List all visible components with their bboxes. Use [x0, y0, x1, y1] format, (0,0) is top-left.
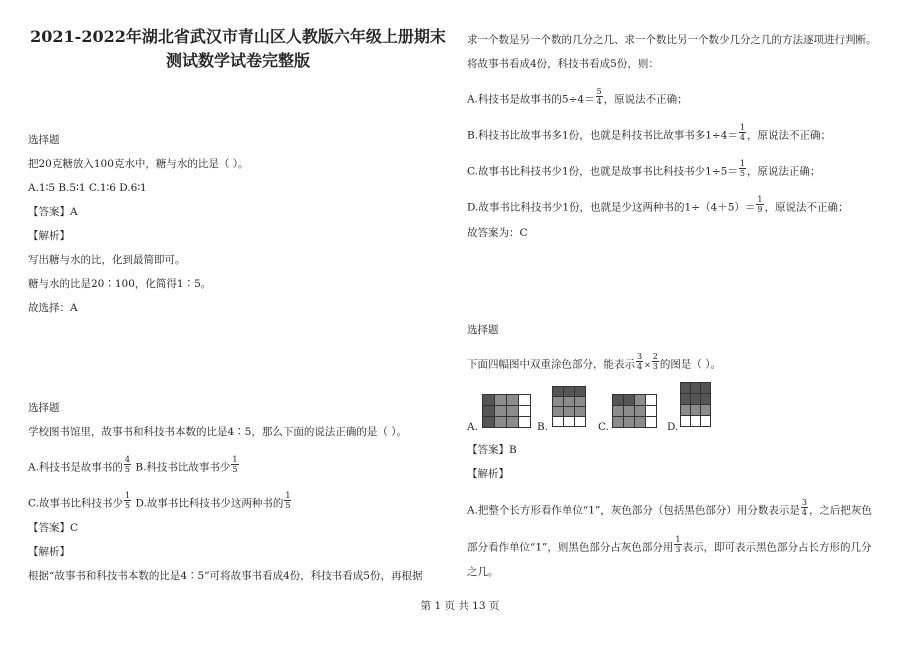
q2-conclusion: 故答案为：C — [467, 227, 528, 239]
q2-option-c: C.故事书比科技书少 — [28, 497, 123, 510]
grid-cell — [700, 415, 711, 427]
q2-analysis-2: 求一个数是另一个数的几分之几、求一个数比另一个数少几分之几的方法逐项进行判断。 — [467, 34, 877, 46]
fraction: $\frac{2}{3}$ — [652, 352, 658, 371]
q1-analysis-1: 写出糖与水的比，化到最简即可。 — [28, 254, 186, 266]
q1-analysis-label: 【解析】 — [28, 230, 70, 242]
figure-a-label: A. — [467, 421, 478, 433]
page-title-line2: 测试数学试卷完整版 — [165, 51, 310, 70]
fraction: $\frac{4}{5}$ — [124, 455, 131, 474]
figure-b-grid — [552, 386, 585, 426]
q1-type: 选择题 — [28, 134, 60, 146]
fraction: $\frac{1}{5}$ — [285, 491, 291, 510]
q2-option-d: D.故事书比科技书少这两种书的 — [135, 497, 284, 510]
grid-cell — [518, 416, 531, 428]
q3-answer: 【答案】B — [467, 444, 517, 456]
fraction: $\frac{3}{4}$ — [637, 352, 643, 371]
fraction: $\frac{5}{4}$ — [596, 87, 602, 106]
q1-answer: 【答案】A — [28, 206, 78, 218]
fraction: $\frac{1}{3}$ — [675, 535, 681, 554]
fraction: $\frac{1}{5}$ — [125, 491, 131, 510]
q1-stem: 把20克糖放入100克水中，糖与水的比是（ ）。 — [28, 158, 249, 170]
fraction: $\frac{1}{5}$ — [739, 159, 745, 178]
q2-option-a-b — [28, 455, 240, 477]
q3-type: 选择题 — [467, 324, 499, 336]
q3-analysis-label: 【解析】 — [467, 468, 509, 480]
q2-item-a: A.科技书是故事书的5÷4＝ $\frac{5}{4}$ ，原说法不正确； — [467, 87, 688, 106]
q2-option-b: B.科技书比故事书少 — [135, 461, 231, 474]
q2-item-d: D.故事书比科技书少1份，也就是少这两种书的1÷（4＋5）＝ $\frac{1}{9}$ ，原说法不正确； — [467, 195, 849, 214]
q2-analysis-3: 将故事书看成4份，科技书看成5份，则： — [467, 58, 659, 70]
q2-option-a: A.科技书是故事书的 — [28, 461, 123, 474]
fraction: $\frac{1}{4}$ — [739, 123, 745, 142]
figure-d-grid — [680, 382, 710, 426]
fraction: $\frac{1}{5}$ — [232, 455, 238, 474]
q2-analysis-label: 【解析】 — [28, 546, 70, 558]
q1-conclusion: 故选择：A — [28, 302, 78, 314]
q1-analysis-2: 糖与水的比是20∶100，化简得1∶5。 — [28, 278, 212, 290]
q2-item-b: B.科技书比故事书多1份，也就是科技书比故事书多1÷4＝ $\frac{1}{4}$ ，原说法不正确； — [467, 123, 831, 142]
q2-item-c: C.故事书比科技书少1份，也就是故事书比科技书少1÷5＝ $\frac{1}{5}$ ，原说法正确； — [467, 159, 821, 178]
figure-b-label: B. — [537, 421, 549, 433]
grid-cell — [645, 416, 657, 428]
fraction: $\frac{1}{9}$ — [757, 195, 763, 214]
q3-analysis-3: 之几。 — [467, 566, 499, 578]
page-footer: 第 1 页 共 13 页 — [420, 600, 500, 612]
page-title-line1: 2021-2022年湖北省武汉市青山区人教版六年级上册期末 — [30, 27, 446, 46]
q1-options: A.1∶5 B.5∶1 C.1∶6 D.6∶1 — [28, 182, 147, 194]
figure-c-label: C. — [598, 421, 609, 433]
grid-cell — [574, 416, 586, 427]
q3-stem: 下面四幅图中双重涂色部分，能表示 $\frac{3}{4}$ × $\frac{2}{3}$ 的图是（ ）。 — [467, 352, 721, 371]
q2-option-c-d — [28, 491, 292, 513]
figure-d-label: D. — [667, 421, 679, 433]
figure-a-grid — [482, 394, 530, 427]
q3-analysis-1: A.把整个长方形看作单位“1”，灰色部分（包括黑色部分）用分数表示是 $\frac{3}{4}$ ，之后把灰色 — [467, 498, 872, 517]
figure-c-grid — [612, 394, 656, 427]
q3-analysis-2: 部分看作单位“1”，则黑色部分占灰色部分用 $\frac{1}{3}$ 表示，即可表示黑色部分占长方形的几分 — [467, 535, 872, 554]
q2-answer: 【答案】C — [28, 522, 79, 534]
q2-type: 选择题 — [28, 402, 60, 414]
fraction: $\frac{3}{4}$ — [801, 498, 807, 517]
q2-stem: 学校图书馆里，故事书和科技书本数的比是4∶5，那么下面的说法正确的是（ ）。 — [28, 426, 407, 438]
q2-analysis-1: 根据“故事书和科技书本数的比是4∶5”可将故事书看成4份，科技书看成5份，再根据 — [28, 570, 423, 582]
